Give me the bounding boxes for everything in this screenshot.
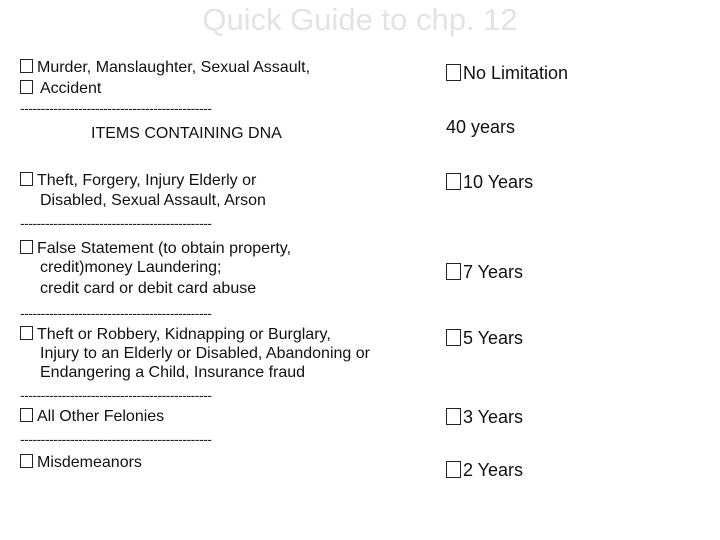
checkbox-icon bbox=[446, 64, 461, 81]
list-item-murder bbox=[20, 59, 310, 77]
checkbox-icon bbox=[20, 408, 33, 422]
checkbox-icon bbox=[446, 173, 461, 190]
limit-label: 10 Years bbox=[463, 172, 534, 192]
list-item-dna: ITEMS CONTAINING DNA bbox=[91, 125, 282, 142]
checkbox-icon bbox=[446, 461, 461, 478]
limit-7-years bbox=[446, 262, 523, 282]
list-item-label: credit card or debit card abuse bbox=[40, 280, 257, 297]
separator: ---------------------------------------------- bbox=[20, 100, 212, 116]
list-item-label: Misdemeanors bbox=[37, 454, 142, 471]
checkbox-icon bbox=[20, 80, 33, 94]
limit-label: No Limitation bbox=[463, 63, 569, 83]
limit-5-years bbox=[446, 328, 523, 348]
limit-10-years bbox=[446, 172, 533, 192]
page-title: Quick Guide to chp. 12 bbox=[202, 2, 518, 37]
checkbox-icon bbox=[20, 172, 33, 186]
separator: ---------------------------------------------- bbox=[20, 215, 212, 231]
list-item-label: Theft or Robbery, Kidnapping or Burglary, bbox=[37, 326, 331, 343]
limit-3-years bbox=[446, 407, 523, 427]
list-item-label: Injury to an Elderly or Disabled, Abandoning or bbox=[40, 345, 370, 362]
checkbox-icon bbox=[446, 263, 461, 280]
checkbox-icon bbox=[446, 329, 461, 346]
checkbox-icon bbox=[20, 240, 33, 254]
list-item-label: Murder, Manslaughter, Sexual Assault, bbox=[37, 59, 311, 76]
limit-label: 7 Years bbox=[463, 262, 524, 282]
list-item-label: Disabled, Sexual Assault, Arson bbox=[40, 192, 266, 209]
separator: ---------------------------------------------- bbox=[20, 305, 212, 321]
list-item-false-statement bbox=[20, 240, 291, 298]
checkbox-icon bbox=[20, 59, 33, 73]
list-item-label: credit)money Laundering; bbox=[40, 259, 222, 276]
checkbox-icon bbox=[446, 408, 461, 425]
list-item-label: False Statement (to obtain property, bbox=[37, 240, 292, 257]
limit-2-years bbox=[446, 460, 523, 480]
limit-label: 2 Years bbox=[463, 460, 524, 480]
list-item-label: Accident bbox=[40, 80, 102, 97]
checkbox-icon bbox=[20, 454, 33, 468]
checkbox-icon bbox=[20, 326, 33, 340]
list-item-label: Endangering a Child, Insurance fraud bbox=[40, 364, 306, 381]
list-item-misdemeanors bbox=[20, 454, 142, 472]
list-item-accident bbox=[20, 80, 101, 98]
list-item-label: All Other Felonies bbox=[37, 408, 165, 425]
list-item-theft-forgery bbox=[20, 172, 266, 210]
limit-label: 5 Years bbox=[463, 328, 524, 348]
limit-40-years: 40 years bbox=[446, 117, 516, 137]
limit-label: 3 Years bbox=[463, 407, 524, 427]
list-item-label: Theft, Forgery, Injury Elderly or bbox=[37, 172, 257, 189]
list-item-other-felonies bbox=[20, 408, 164, 426]
limit-no-limitation bbox=[446, 63, 568, 83]
separator: ---------------------------------------------- bbox=[20, 431, 212, 447]
list-item-robbery bbox=[20, 326, 370, 382]
separator: ---------------------------------------------- bbox=[20, 387, 212, 403]
